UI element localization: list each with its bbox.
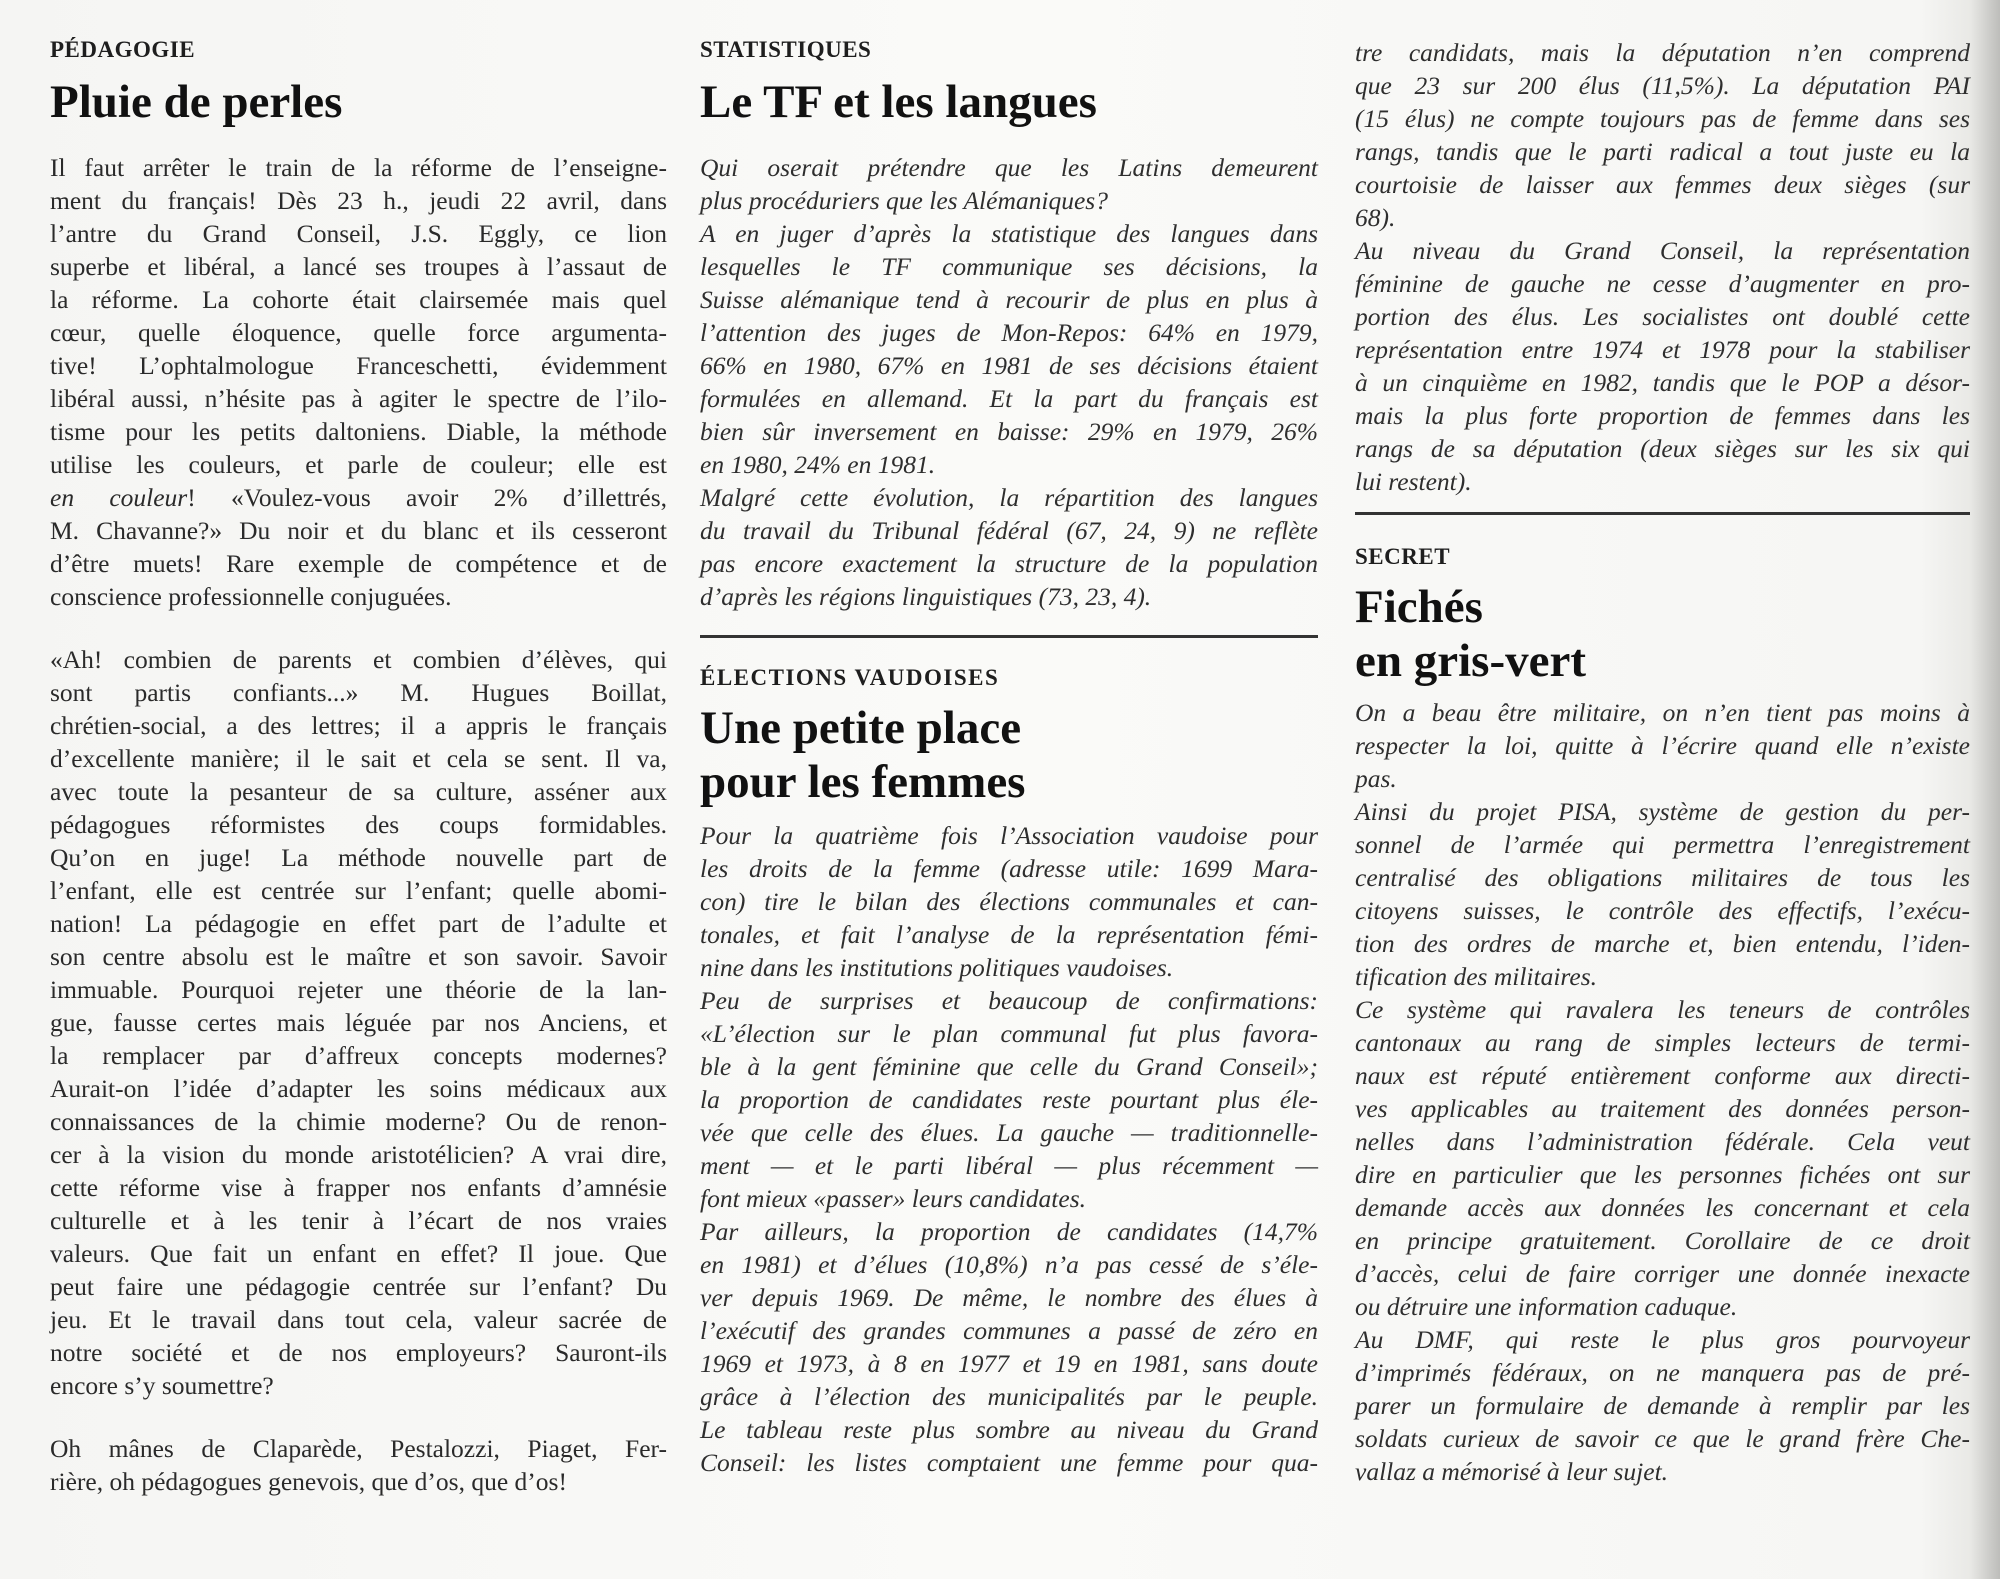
text-line: la proportion de candidates reste pourtant plus éle-	[700, 1085, 1318, 1114]
text-line: lesquelles le TF communique ses décisions, la	[700, 252, 1318, 281]
text-line: superbe et libéral, a lancé ses troupes à l’assaut de	[50, 252, 667, 281]
middle-column	[700, 0, 1318, 1479]
text-line: tisme pour les petits daltoniens. Diable, la méthode	[50, 417, 667, 446]
text-line: sonnel de l’armée qui permettra l’enregistrement	[1355, 830, 1970, 859]
text-line: rière, oh pédagogues genevois, que d’os, que d’os!	[50, 1467, 567, 1496]
text-line: Par ailleurs, la proportion de candidates (14,7%	[700, 1217, 1318, 1246]
text-line: grâce à l’élection des municipalités par le peuple.	[700, 1382, 1318, 1411]
article-body-continued	[1355, 36, 1970, 498]
text-line: nine dans les institutions politiques vaudoises.	[700, 953, 1174, 982]
article-paragraph	[50, 1432, 667, 1498]
text-line: (15 élus) ne compte toujours pas de femme dans ses	[1355, 104, 1970, 133]
article-headline-line-1: Fichés	[1355, 581, 1483, 633]
text-line: représentation entre 1974 et 1978 pour la stabiliser	[1355, 335, 1970, 364]
article-paragraph	[50, 151, 667, 613]
text-line: respecter la loi, quitte à l’écrire quand elle n’existe	[1355, 731, 1970, 760]
text-line: l’attention des juges de Mon-Repos: 64% en 1979,	[700, 318, 1318, 347]
text-line: «Ah! combien de parents et combien d’élèves, qui	[50, 645, 667, 674]
text-line: «L’élection sur le plan communal fut plus favora-	[700, 1019, 1318, 1048]
text-line: tre candidats, mais la députation n’en comprend	[1355, 38, 1970, 67]
text-line: libéral aussi, n’hésite pas à agiter le spectre de l’ilo-	[50, 384, 667, 413]
text-line: en 1980, 24% en 1981.	[700, 450, 936, 479]
text-line: ver depuis 1969. De même, le nombre des élues à	[700, 1283, 1318, 1312]
text-line: tion des ordres de marche et, bien entendu, l’iden-	[1355, 929, 1970, 958]
text-line: jeu. Et le travail dans tout cela, valeur sacrée de	[50, 1305, 667, 1334]
text-line: bien sûr inversement en baisse: 29% en 1979, 26%	[700, 417, 1318, 446]
text-line: nation! La pédagogie en effet part de l’adulte et	[50, 909, 667, 938]
text-line: portion des élus. Les socialistes ont doublé cette	[1355, 302, 1970, 331]
text-line: Il faut arrêter le train de la réforme de l’enseigne-	[50, 153, 667, 182]
text-fragment: ! «Voulez-vous avoir 2% d’illettrés,	[187, 483, 668, 512]
text-line: ment — et le parti libéral — plus récemment —	[700, 1151, 1318, 1180]
article-headline-line-2: pour les femmes	[700, 756, 1026, 808]
text-line: en 1981) et d’élues (10,8%) n’a pas cessé de s’éle-	[700, 1250, 1318, 1279]
text-line: tive! L’ophtalmologue Franceschetti, évidemment	[50, 351, 667, 380]
text-line: nelles dans l’administration fédérale. Cela veut	[1355, 1127, 1970, 1156]
text-line: lui restent).	[1355, 467, 1472, 496]
text-line: connaissances de la chimie moderne? Ou de renon-	[50, 1107, 667, 1136]
text-line: conscience professionnelle conjuguées.	[50, 582, 452, 611]
text-line: peut faire une pédagogie centrée sur l’enfant? Du	[50, 1272, 667, 1301]
text-line: que 23 sur 200 élus (11,5%). La députation PAI	[1355, 71, 1970, 100]
text-line: courtoisie de laisser aux femmes deux sièges (sur	[1355, 170, 1970, 199]
text-line: 68).	[1355, 203, 1396, 232]
text-line: la réforme. La cohorte était clairsemée mais quel	[50, 285, 667, 314]
section-kicker: ÉLECTIONS VAUDOISES	[700, 665, 1000, 690]
text-line: utilise les couleurs, et parle de couleur; elle est	[50, 450, 667, 479]
text-line: cer à la vision du monde aristotélicien? A vrai dire,	[50, 1140, 667, 1169]
text-line: féminine de gauche ne cesse d’augmenter en pro-	[1355, 269, 1970, 298]
text-line: d’excellente manière; il le sait et cela se sent. Il va,	[50, 744, 667, 773]
text-line: On a beau être militaire, on n’en tient pas moins à	[1355, 698, 1970, 727]
text-line: Au niveau du Grand Conseil, la représentation	[1355, 236, 1970, 265]
right-column	[1355, 0, 1970, 1488]
text-line: Le tableau reste plus sombre au niveau du Grand	[700, 1415, 1318, 1444]
text-line: 66% en 1980, 67% en 1981 de ses décisions étaient	[700, 351, 1318, 380]
text-line: culturelle et à les tenir à l’écart de nos vraies	[50, 1206, 667, 1235]
article-headline: Le TF et les langues	[700, 76, 1097, 128]
article-headline-line-1: Une petite place	[700, 702, 1022, 754]
text-line: du travail du Tribunal fédéral (67, 24, 9) ne reflète	[700, 516, 1318, 545]
text-line: Conseil: les listes comptaient une femme pour qua-	[700, 1448, 1318, 1477]
text-line: soldats curieux de savoir ce que le grand frère Che-	[1355, 1424, 1970, 1453]
text-line: naux est réputé entièrement conforme aux directi-	[1355, 1061, 1970, 1090]
text-line: Suisse alémanique tend à recourir de plus en plus à	[700, 285, 1318, 314]
text-line: vallaz a mémorisé à leur sujet.	[1355, 1457, 1669, 1486]
text-line: Ce système qui ravalera les teneurs de contrôles	[1355, 995, 1970, 1024]
text-line: formulées en allemand. Et la part du français est	[700, 384, 1318, 413]
text-line: notre société et de nos employeurs? Sauront-ils	[50, 1338, 667, 1367]
text-line: pas encore exactement la structure de la population	[700, 549, 1318, 578]
text-line: ou détruire une information caduque.	[1355, 1292, 1738, 1321]
text-line: plus procéduriers que les Alémaniques?	[700, 186, 1108, 215]
text-line: tonales, et fait l’analyse de la représentation fémi-	[700, 920, 1318, 949]
text-line: l’exécutif des grandes communes a passé de zéro en	[700, 1316, 1318, 1345]
text-line: rangs, tandis que le parti radical a tout juste eu la	[1355, 137, 1970, 166]
text-line: pas.	[1355, 764, 1397, 793]
text-line: rangs de sa députation (deux sièges sur les six qui	[1355, 434, 1970, 463]
text-line: encore s’y soumettre?	[50, 1371, 274, 1400]
text-line: ves applicables au traitement des données person-	[1355, 1094, 1970, 1123]
section-kicker: PÉDAGOGIE	[50, 37, 196, 62]
text-line: Malgré cette évolution, la répartition des langues	[700, 483, 1318, 512]
article-pedagogie	[50, 0, 667, 1498]
article-paragraph	[50, 643, 667, 1402]
text-line: d’imprimés fédéraux, on ne manquera pas de pré-	[1355, 1358, 1970, 1387]
text-line: avec toute la pesanteur de sa culture, asséner aux	[50, 777, 667, 806]
text-line: immuable. Pourquoi rejeter une théorie de la lan-	[50, 975, 667, 1004]
text-line: ment du français! Dès 23 h., jeudi 22 avril, dans	[50, 186, 667, 215]
text-line: cantonaux au rang de simples lecteurs de termi-	[1355, 1028, 1970, 1057]
text-line: Qui oserait prétendre que les Latins demeurent	[700, 153, 1318, 182]
text-line: citoyens suisses, le contrôle des effectifs, l’exécu-	[1355, 896, 1970, 925]
text-line	[50, 481, 667, 514]
text-line: d’être muets! Rare exemple de compétence et de	[50, 549, 667, 578]
article-body	[700, 819, 1318, 1479]
text-line: font mieux «passer» leurs candidates.	[700, 1184, 1086, 1213]
text-line: d’après les régions linguistiques (73, 23, 4).	[700, 582, 1152, 611]
text-line: les droits de la femme (adresse utile: 1699 Mara-	[700, 854, 1318, 883]
text-line: M. Chavanne?» Du noir et du blanc et ils cesseront	[50, 516, 667, 545]
text-line: en principe gratuitement. Corollaire de ce droit	[1355, 1226, 1970, 1255]
emphasis-text: en couleur	[50, 483, 188, 512]
article-headline-line-2: en gris-vert	[1355, 635, 1586, 687]
article-secret	[1355, 515, 1970, 1488]
section-kicker: SECRET	[1355, 544, 1451, 569]
text-line: ble à la gent féminine que celle du Grand Conseil»;	[700, 1052, 1318, 1081]
article-elections	[700, 638, 1318, 1479]
text-line: sont partis confiants...» M. Hugues Boillat,	[50, 678, 667, 707]
text-line: gue, fausse certes mais léguée par nos Anciens, et	[50, 1008, 667, 1037]
text-line: cœur, quelle éloquence, quelle force argumenta-	[50, 318, 667, 347]
text-line: vée que celle des élues. La gauche — traditionnelle-	[700, 1118, 1318, 1147]
text-line: l’antre du Grand Conseil, J.S. Eggly, ce lion	[50, 219, 667, 248]
text-line: cette réforme vise à frapper nos enfants d’amnésie	[50, 1173, 667, 1202]
text-line: l’enfant, elle est centrée sur l’enfant; quelle abomi-	[50, 876, 667, 905]
section-kicker: STATISTIQUES	[700, 37, 872, 62]
article-body	[1355, 696, 1970, 1488]
article-statistiques	[700, 0, 1318, 613]
text-line: 1969 et 1973, à 8 en 1977 et 19 en 1981, sans doute	[700, 1349, 1318, 1378]
text-line: mais la plus forte proportion de femmes dans les	[1355, 401, 1970, 430]
text-line: A en juger d’après la statistique des langues dans	[700, 219, 1318, 248]
text-line: centralisé des obligations militaires de tous les	[1355, 863, 1970, 892]
text-line: parer un formulaire de demande à remplir par les	[1355, 1391, 1970, 1420]
text-line: Au DMF, qui reste le plus gros pourvoyeur	[1355, 1325, 1970, 1354]
text-line: Peu de surprises et beaucoup de confirmations:	[700, 986, 1318, 1015]
text-line: Pour la quatrième fois l’Association vaudoise pour	[700, 821, 1318, 850]
text-line: demande accès aux données les concernant et cela	[1355, 1193, 1970, 1222]
text-line: tification des militaires.	[1355, 962, 1598, 991]
text-line: chrétien-social, a des lettres; il a appris le français	[50, 711, 667, 740]
text-line: Qu’on en juge! La méthode nouvelle part de	[50, 843, 667, 872]
text-line: Ainsi du projet PISA, système de gestion du per-	[1355, 797, 1970, 826]
text-line: dire en particulier que les personnes fichées ont sur	[1355, 1160, 1970, 1189]
text-line: pédagogues réformistes des coups formidables.	[50, 810, 667, 839]
text-line: son centre absolu est le maître et son savoir. Savoir	[50, 942, 667, 971]
text-line: con) tire le bilan des élections communales et can-	[700, 887, 1318, 916]
text-line: Aurait-on l’idée d’adapter les soins médicaux aux	[50, 1074, 667, 1103]
text-line: d’accès, celui de faire corriger une donnée inexacte	[1355, 1259, 1970, 1288]
article-headline: Pluie de perles	[50, 76, 343, 128]
text-line: Oh mânes de Claparède, Pestalozzi, Piaget, Fer-	[50, 1434, 667, 1463]
text-line: la remplacer par d’affreux concepts modernes?	[50, 1041, 667, 1070]
article-body	[700, 151, 1318, 613]
text-line: valeurs. Que fait un enfant en effet? Il joue. Que	[50, 1239, 667, 1268]
text-line: à un cinquième en 1982, tandis que le POP a désor-	[1355, 368, 1970, 397]
